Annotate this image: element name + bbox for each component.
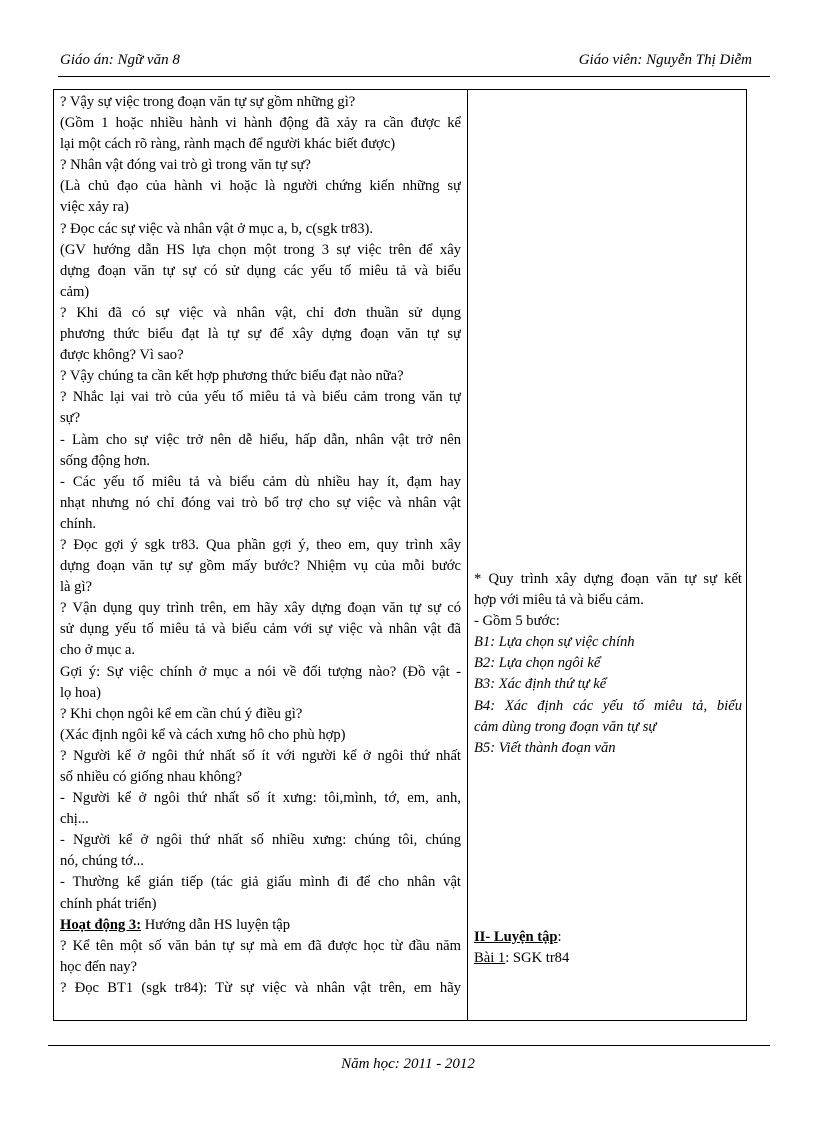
text-line: - Gồm 5 bước:	[474, 613, 560, 630]
text-line: B2: Lựa chọn ngôi kể	[474, 655, 601, 672]
teacher-student-activities-column	[60, 92, 461, 999]
text-line: chính phát triển)	[60, 895, 157, 912]
page-header	[58, 52, 770, 77]
text-line: B4: Xác định các yếu tố miêu tả, biểu	[474, 697, 742, 714]
process-lines	[474, 569, 742, 632]
text-line: B1: Lựa chọn sự việc chính	[474, 634, 635, 651]
text-line: Gợi ý: Sự việc chính ở mục a nói về đối tượng nào? (Đồ vật -	[60, 663, 461, 680]
text-line: - Làm cho sự việc trở nên dễ hiểu, hấp dẫn, nhân vật trở nên	[60, 431, 461, 448]
text-line: hợp với miêu tả và biểu cảm.	[474, 592, 644, 609]
text-line: ? Người kể ở ngôi thứ nhất số ít với người kể ở ngôi thứ nhất	[60, 747, 461, 764]
steps-list	[474, 632, 742, 759]
activity-label: Hoạt động 3:	[60, 916, 142, 933]
text-line: ? Khi đã có sự việc và nhân vật, chỉ đơn thuần sử dụng	[60, 304, 461, 321]
text-line: ? Nhắc lại vai trò của yếu tố miêu tả và biểu cảm trong văn tự	[60, 389, 461, 406]
text-line: học đến nay?	[60, 958, 137, 975]
text-line: ? Vậy sự việc trong đoạn văn tự sự gồm những gì?	[60, 94, 356, 110]
text-line: B5: Viết thành đoạn văn	[474, 739, 616, 756]
practice-colon: :	[557, 928, 562, 945]
exercise-label: Bài 1	[474, 949, 506, 966]
practice-heading	[474, 927, 742, 948]
text-line: nó, chúng tớ...	[60, 853, 144, 870]
text-line: phương thức biểu đạt là tự sự để xây dựng đoạn văn tự sự	[60, 326, 461, 343]
header-lesson-plan: Giáo án: Ngữ văn 8	[60, 52, 180, 68]
text-line: ? Đọc các sự việc và nhân vật ở mục a, b, c(sgk tr83).	[60, 220, 374, 237]
header-teacher: Giáo viên: Nguyễn Thị Diễm	[578, 52, 752, 68]
text-line: ? Khi chọn ngôi kể em cần chú ý điều gì?	[60, 705, 303, 722]
text-line: B3: Xác định thứ tự kể	[474, 676, 607, 693]
text-line: (Gồm 1 hoặc nhiều hành vi hành động đã xảy ra cần được kể	[60, 115, 461, 132]
left-lines	[60, 92, 461, 915]
column-divider	[467, 90, 468, 1020]
practice-title: II- Luyện tập	[474, 928, 558, 945]
text-line: là gì?	[60, 579, 93, 596]
text-line: (Xác định ngôi kể và cách xưng hô cho phù hợp)	[60, 726, 346, 743]
text-line: (GV hướng dẫn HS lựa chọn một trong 3 sự việc trên để xây	[60, 241, 461, 258]
text-line: dựng đoạn văn tự sự gồm mấy bước? Nhiệm vụ của mỗi bước	[60, 558, 461, 575]
text-line: chính.	[60, 515, 97, 532]
text-line: ? Kể tên một số văn bản tự sự mà em đã được học từ đầu năm	[60, 937, 461, 954]
footer-rule	[48, 1045, 770, 1046]
text-line: dựng đoạn văn tự sự có sử dụng các yếu tố miêu tả và biểu	[60, 262, 461, 279]
text-line: ? Vận dụng quy trình trên, em hãy xây dựng đoạn văn tự sự có	[60, 600, 461, 617]
text-line: chị...	[60, 811, 89, 828]
text-line: ? Vậy chúng ta cần kết hợp phương thức biểu đạt nào nữa?	[60, 368, 404, 385]
activity-3-heading	[60, 915, 461, 936]
text-line: việc xảy ra)	[60, 199, 129, 216]
text-line: cho ở mục a.	[60, 642, 135, 659]
text-line: - Thường kể gián tiếp (tác giả giấu mình đi để cho nhân vật	[60, 874, 461, 891]
page-footer: Năm học: 2011 - 2012	[341, 1056, 475, 1072]
text-line: ? Nhân vật đóng vai trò gì trong văn tự sự?	[60, 157, 311, 174]
lesson-table	[53, 89, 747, 1021]
text-line: sử dụng yếu tố miêu tả và biểu cảm với sự việc và nhân vật đã	[60, 621, 461, 638]
left-tail-lines	[60, 936, 461, 999]
spacer	[474, 759, 742, 927]
activity-text: Hướng dẫn HS luyện tập	[141, 916, 291, 933]
text-line: lọ hoa)	[60, 684, 101, 701]
text-line: sự?	[60, 410, 81, 427]
text-line: ? Đọc gợi ý sgk tr83. Qua phần gợi ý, theo em, quy trình xây	[60, 536, 461, 553]
text-line: sống động hơn.	[60, 452, 151, 469]
content-column	[474, 569, 742, 969]
text-line: - Người kể ở ngôi thứ nhất số nhiều xưng: chúng tôi, chúng	[60, 832, 461, 849]
text-line: ? Đọc BT1 (sgk tr84): Từ sự việc và nhân vật trên, em hãy	[60, 979, 461, 996]
text-line: (Là chủ đạo của hành vi hoặc là người chứng kiến những sự	[60, 178, 461, 195]
exercise-text: : SGK tr84	[505, 949, 570, 966]
text-line: - Người kể ở ngôi thứ nhất số ít xưng: tôi,mình, tớ, em, anh,	[60, 790, 461, 807]
text-line: cảm)	[60, 283, 90, 300]
text-line: lại một cách rõ ràng, rành mạch để người khác biết được)	[60, 136, 396, 153]
text-line: được không? Vì sao?	[60, 347, 184, 364]
text-line: cảm dùng trong đoạn văn tự sự	[474, 718, 657, 735]
text-line: nhạt nhưng nó chỉ đóng vai trò bổ trợ cho sự việc và nhân vật	[60, 494, 461, 511]
text-line: số nhiều có giống nhau không?	[60, 769, 242, 785]
text-line: - Các yếu tố miêu tả và biểu cảm dù nhiều hay ít, đạm hay	[60, 473, 461, 490]
text-line: * Quy trình xây dựng đoạn văn tự sự kết	[474, 571, 742, 587]
exercise-line	[474, 948, 742, 969]
